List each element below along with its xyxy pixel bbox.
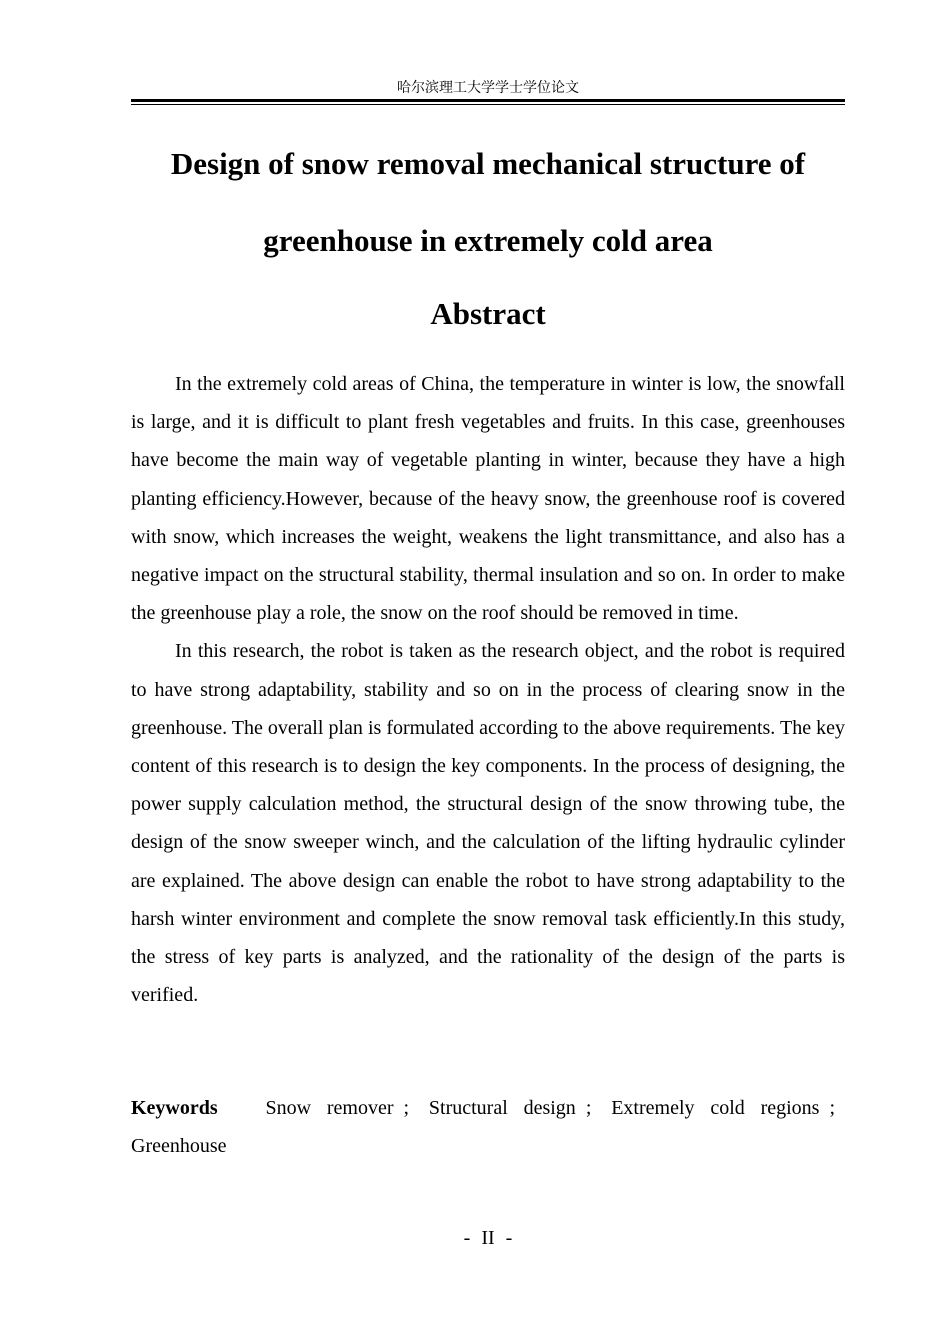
keyword-item: Extremely cold regions — [611, 1097, 820, 1119]
keyword-separator: ; — [403, 1097, 410, 1119]
keywords-line — [131, 1089, 845, 1165]
header-rule-thick — [131, 99, 845, 102]
abstract-paragraph-2: In this research, the robot is taken as the research object, and the robot is required to have strong adaptability, stability and so on in the process of clearing snow in the greenhouse. The overall plan is formulated according to the above requirements. The key content of this research is to design the key components. In the process of designing, the power supply calculation method, the structural design of the snow throwing tube, the design of the snow sweeper winch, and the calculation of the lifting hydraulic cylinder are explained. The above design can enable the robot to have strong adaptability to the harsh winter environment and complete the snow removal task efficiently.In this study, the stress of key parts is analyzed, and the rationality of the design of the parts is verified. — [131, 640, 845, 1007]
abstract-heading: Abstract — [430, 296, 546, 331]
keyword-item: Greenhouse — [131, 1135, 227, 1157]
keyword-item: Structural design — [428, 1097, 576, 1119]
keyword-separator: ; — [829, 1097, 836, 1119]
thesis-title: Design of snow removal mechanical structure of greenhouse in extremely cold area — [170, 146, 806, 258]
running-header: 哈尔滨理工大学学士学位论文 — [397, 80, 579, 96]
keywords-label: Keywords — [131, 1097, 218, 1119]
header-rule-thin — [131, 104, 845, 105]
keyword-separator: ; — [585, 1097, 592, 1119]
abstract-paragraph-1: In the extremely cold areas of China, the temperature in winter is low, the snowfall is large, and it is difficult to plant fresh vegetables and fruits. In this case, greenhouses have become the main way of vegetable planting in winter, because they have a high planting efficiency.However, because of the heavy snow, the greenhouse roof is covered with snow, which increases the weight, weakens the light transmittance, and also has a negative impact on the structural stability, thermal insulation and so on. In order to make the greenhouse play a role, the snow on the roof should be removed in time. — [131, 373, 845, 625]
abstract-body — [131, 365, 845, 1014]
page-number: - II - — [463, 1227, 513, 1249]
keyword-item: Snow remover — [265, 1097, 394, 1119]
